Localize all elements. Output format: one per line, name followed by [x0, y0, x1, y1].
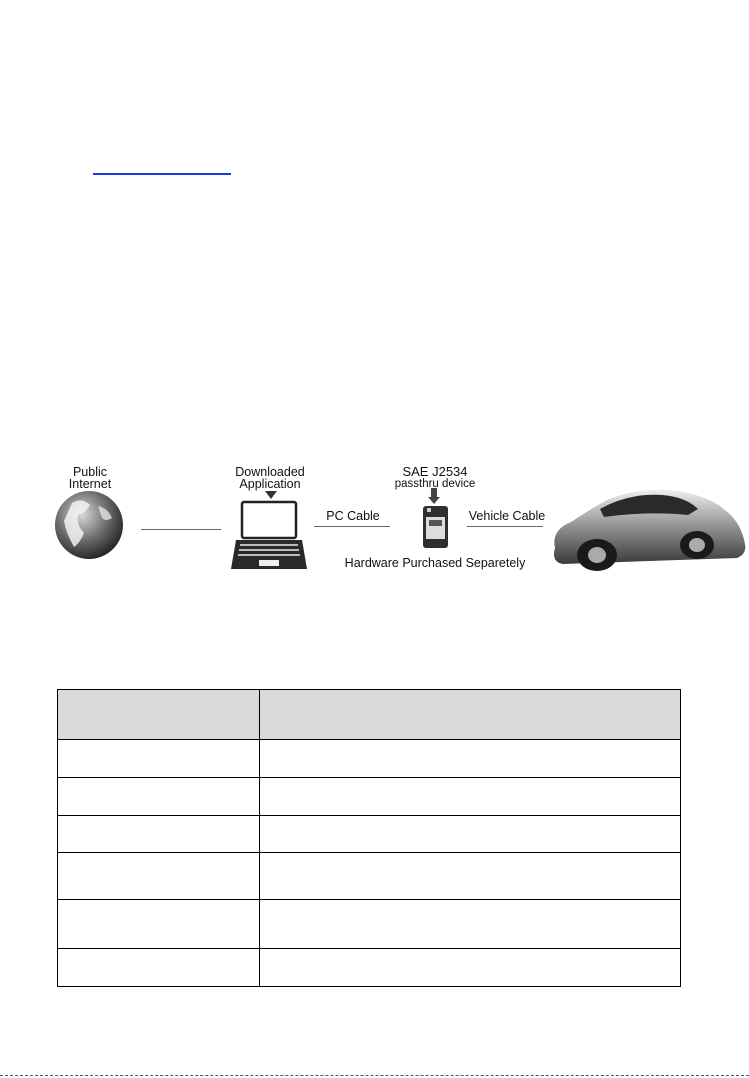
- table-cell: [58, 816, 260, 853]
- table-header-cell: [260, 690, 681, 740]
- table-cell: [58, 740, 260, 778]
- vehicle-cable-line: [467, 526, 543, 527]
- table-cell: [260, 778, 681, 816]
- table-cell: [260, 900, 681, 949]
- globe-icon: [55, 491, 123, 559]
- vehicle-cable-label: Vehicle Cable: [468, 509, 546, 523]
- table-cell: [260, 816, 681, 853]
- page-bottom-rule: [0, 1075, 749, 1076]
- table-cell: [260, 740, 681, 778]
- table-row: [58, 778, 681, 816]
- table-row: [58, 816, 681, 853]
- pc-cable-line: [314, 526, 390, 527]
- table-cell: [58, 778, 260, 816]
- laptop-icon: [231, 491, 307, 569]
- passthru-device-label: passthru device: [394, 478, 476, 490]
- table-cell: [58, 900, 260, 949]
- spec-table: [57, 689, 681, 987]
- table-cell: [260, 949, 681, 987]
- table-header-row: [58, 690, 681, 740]
- table-cell: [58, 949, 260, 987]
- sae-j2534-label: SAE J2534: [402, 464, 468, 479]
- public-internet-label: Public Internet: [68, 465, 112, 491]
- passthru-device-icon: [423, 488, 448, 548]
- hardware-note-label: Hardware Purchased Separetely: [344, 556, 526, 570]
- table-cell: [58, 853, 260, 900]
- table-row: [58, 949, 681, 987]
- table-row: [58, 853, 681, 900]
- table-cell: [260, 853, 681, 900]
- table-header-cell: [58, 690, 260, 740]
- table-row: [58, 900, 681, 949]
- downloaded-application-label: Downloaded Application: [235, 465, 305, 491]
- table-row: [58, 740, 681, 778]
- pc-cable-label: PC Cable: [326, 509, 380, 523]
- car-icon: [554, 490, 745, 571]
- internet-connector-line: [141, 529, 221, 530]
